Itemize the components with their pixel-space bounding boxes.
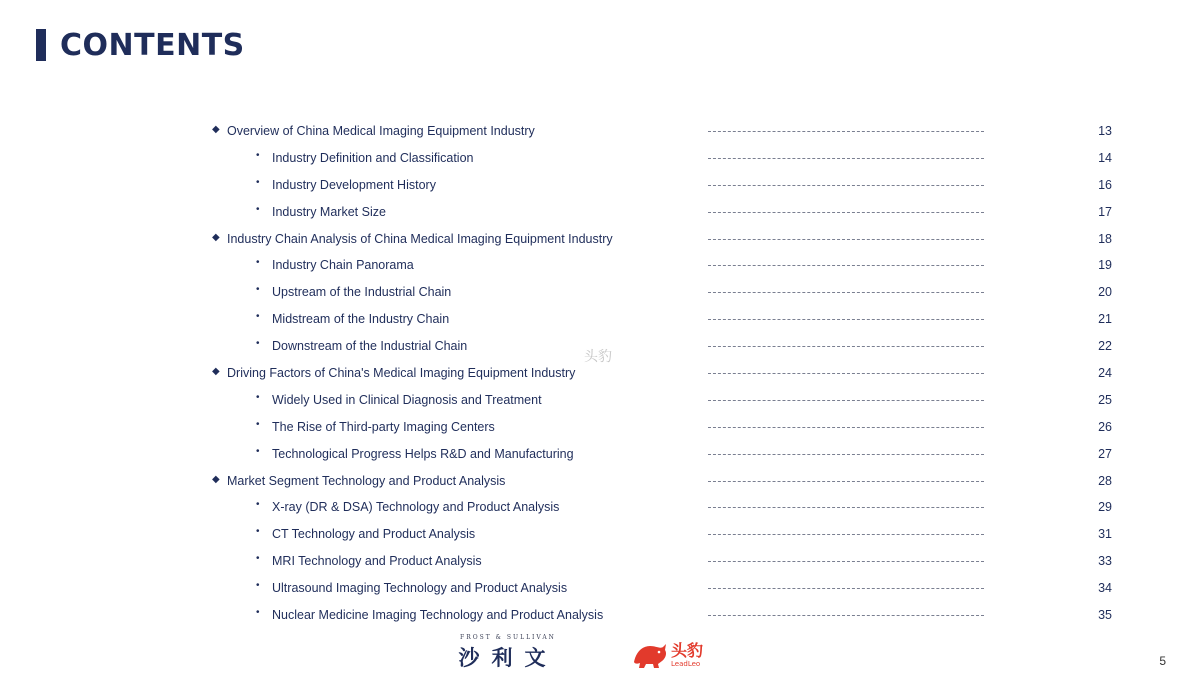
dotted-leader <box>708 561 984 562</box>
toc-subsection-row[interactable] <box>0 252 1200 279</box>
toc-page-number: 19 <box>1098 258 1112 273</box>
toc-section-row[interactable] <box>0 226 1200 253</box>
leadleo-cn-wordmark: 头豹 <box>671 640 704 660</box>
dot-bullet-icon: • <box>256 553 260 565</box>
leadleo-en-wordmark: LeadLeo <box>671 659 701 668</box>
table-of-contents <box>0 118 1200 629</box>
toc-page-number: 31 <box>1098 527 1112 542</box>
diamond-bullet-icon: ◆ <box>212 366 220 378</box>
dot-bullet-icon: • <box>256 580 260 592</box>
toc-entry-label: Industry Chain Panorama <box>272 258 414 273</box>
dot-bullet-icon: • <box>256 526 260 538</box>
toc-subsection-row[interactable] <box>0 199 1200 226</box>
dot-bullet-icon: • <box>256 284 260 296</box>
toc-subsection-row[interactable] <box>0 145 1200 172</box>
leopard-icon <box>632 640 668 670</box>
toc-entry-label: Widely Used in Clinical Diagnosis and Treatment <box>272 392 542 407</box>
toc-page-number: 24 <box>1098 366 1112 381</box>
toc-subsection-row[interactable] <box>0 441 1200 468</box>
toc-page-number: 16 <box>1098 177 1112 192</box>
toc-page-number: 14 <box>1098 150 1112 165</box>
dotted-leader <box>708 534 984 535</box>
dotted-leader <box>708 319 984 320</box>
toc-page-number: 25 <box>1098 392 1112 407</box>
toc-section-row[interactable] <box>0 118 1200 145</box>
dotted-leader <box>708 346 984 347</box>
toc-entry-label: Downstream of the Industrial Chain <box>272 339 468 354</box>
title-accent-bar <box>36 29 46 61</box>
dotted-leader <box>708 373 984 374</box>
toc-entry-label: Overview of China Medical Imaging Equipment Industry <box>227 124 535 138</box>
dot-bullet-icon: • <box>256 176 260 188</box>
toc-entry-label: Driving Factors of China's Medical Imaging Equipment Industry <box>227 366 576 381</box>
toc-page-number: 13 <box>1098 124 1112 138</box>
dotted-leader <box>708 212 984 213</box>
toc-subsection-row[interactable] <box>0 387 1200 414</box>
dot-bullet-icon: • <box>256 418 260 430</box>
toc-subsection-row[interactable] <box>0 521 1200 548</box>
dot-bullet-icon: • <box>256 311 260 323</box>
dot-bullet-icon: • <box>256 149 260 161</box>
toc-entry-label: CT Technology and Product Analysis <box>272 527 476 542</box>
toc-page-number: 28 <box>1098 473 1112 488</box>
dotted-leader <box>708 292 984 293</box>
toc-page-number: 33 <box>1098 554 1112 569</box>
toc-entry-label: Industry Market Size <box>272 204 386 219</box>
dotted-leader <box>708 615 984 616</box>
dotted-leader <box>708 427 984 428</box>
toc-subsection-row[interactable] <box>0 172 1200 199</box>
dotted-leader <box>708 400 984 401</box>
toc-entry-label: Industry Development History <box>272 177 436 192</box>
dot-bullet-icon: • <box>256 445 260 457</box>
page-number: 5 <box>1159 654 1166 668</box>
dot-bullet-icon: • <box>256 391 260 403</box>
toc-page-number: 22 <box>1098 339 1112 354</box>
dotted-leader <box>708 265 984 266</box>
dotted-leader <box>708 239 984 240</box>
toc-page-number: 27 <box>1098 446 1112 461</box>
toc-page-number: 21 <box>1098 312 1112 327</box>
toc-entry-label: Nuclear Medicine Imaging Technology and Product Analysis <box>272 608 604 623</box>
frost-sullivan-cn-wordmark: 沙利文 <box>458 646 558 670</box>
toc-entry-label: Industry Definition and Classification <box>272 150 474 165</box>
frost-sullivan-logo <box>444 634 572 670</box>
diamond-bullet-icon: ◆ <box>212 231 220 243</box>
dot-bullet-icon: • <box>256 338 260 350</box>
dotted-leader <box>708 131 984 132</box>
toc-entry-label: Ultrasound Imaging Technology and Product Analysis <box>272 581 568 596</box>
toc-entry-label: Market Segment Technology and Product Analysis <box>227 473 506 488</box>
toc-entry-label: Technological Progress Helps R&D and Manufacturing <box>272 446 574 461</box>
toc-subsection-row[interactable] <box>0 548 1200 575</box>
dot-bullet-icon: • <box>256 607 260 619</box>
dotted-leader <box>708 507 984 508</box>
toc-subsection-row[interactable] <box>0 306 1200 333</box>
leadleo-logo <box>632 638 703 672</box>
dot-bullet-icon: • <box>256 257 260 269</box>
toc-subsection-row[interactable] <box>0 494 1200 521</box>
dotted-leader <box>708 481 984 482</box>
toc-subsection-row[interactable] <box>0 602 1200 629</box>
toc-entry-label: MRI Technology and Product Analysis <box>272 554 482 569</box>
toc-page-number: 35 <box>1098 608 1112 623</box>
toc-page-number: 29 <box>1098 500 1112 515</box>
dotted-leader <box>708 185 984 186</box>
diamond-bullet-icon: ◆ <box>212 124 220 135</box>
toc-subsection-row[interactable] <box>0 575 1200 602</box>
toc-page-number: 17 <box>1098 204 1112 219</box>
toc-section-row[interactable] <box>0 468 1200 495</box>
toc-entry-label: Midstream of the Industry Chain <box>272 312 450 327</box>
toc-entry-label: The Rise of Third-party Imaging Centers <box>272 419 495 434</box>
toc-page-number: 20 <box>1098 285 1112 300</box>
toc-subsection-row[interactable] <box>0 414 1200 441</box>
toc-page-number: 18 <box>1098 231 1112 246</box>
dotted-leader <box>708 588 984 589</box>
toc-page-number: 26 <box>1098 419 1112 434</box>
page-title: CONTENTS <box>60 27 245 63</box>
dot-bullet-icon: • <box>256 203 260 215</box>
page-header <box>36 28 245 62</box>
toc-entry-label: Upstream of the Industrial Chain <box>272 285 452 300</box>
toc-subsection-row[interactable] <box>0 279 1200 306</box>
dotted-leader <box>708 454 984 455</box>
toc-entry-label: X-ray (DR & DSA) Technology and Product Analysis <box>272 500 560 515</box>
frost-sullivan-wordmark: FROST & SULLIVAN <box>460 634 556 641</box>
watermark: 头豹 <box>584 349 612 365</box>
diamond-bullet-icon: ◆ <box>212 473 220 485</box>
toc-page-number: 34 <box>1098 581 1112 596</box>
dot-bullet-icon: • <box>256 499 260 511</box>
toc-entry-label: Industry Chain Analysis of China Medical Imaging Equipment Industry <box>227 231 613 246</box>
dotted-leader <box>708 158 984 159</box>
